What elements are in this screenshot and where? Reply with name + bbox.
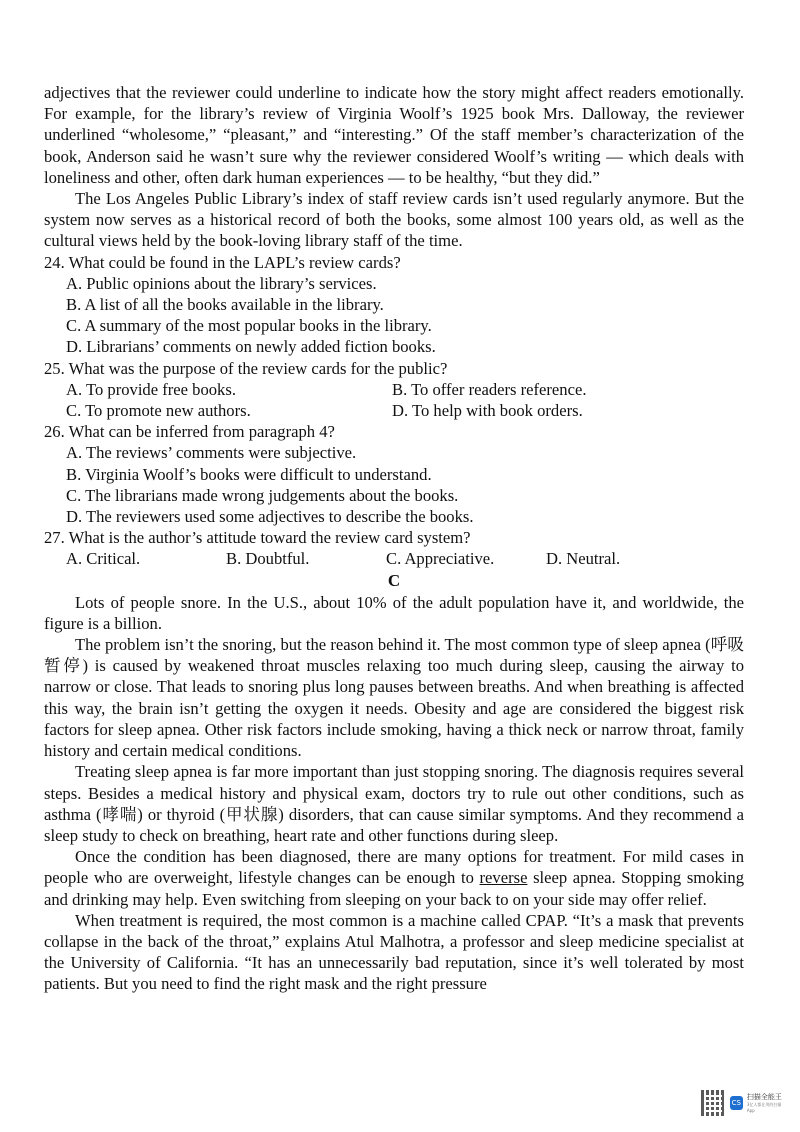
- question-24-option-b: B. A list of all the books available in the library.: [66, 295, 384, 315]
- passage-b-paragraph: The Los Angeles Public Library’s index of staff review cards isn’t used regularly anymore. But the system now serves as a historical record of both the books, some almost 100 years old, as well as the cultural views held by the book-loving library staff of the time.: [44, 189, 744, 251]
- question-25-stem: 25. What was the purpose of the review cards for the public?: [44, 358, 448, 378]
- question-24-stem: 24. What could be found in the LAPL’s review cards?: [44, 252, 401, 272]
- passage-c-paragraph: When treatment is required, the most common is a machine called CPAP. “It’s a mask that prevents collapse in the back of the throat,” explains Atul Malhotra, a professor and sleep medicine specialist at the University of California. “It has an unnecessarily bad reputation, since it’s well tolerated by most patients. But you need to find the right mask and the right pressure: [44, 910, 744, 994]
- question-27-option-b: B. Doubtful.: [226, 549, 310, 569]
- question-24-option-c: C. A summary of the most popular books in the library.: [66, 316, 432, 336]
- watermark-text: [747, 1093, 787, 1114]
- passage-c-paragraph: [44, 846, 744, 910]
- scanner-watermark: [701, 1086, 787, 1120]
- paragraph-text: sleep apnea. Stopping smoking and drinking may help. Even switching from sleeping on your back to on your side may offer relief.: [44, 868, 744, 909]
- question-27-option-d: D. Neutral.: [546, 549, 621, 569]
- question-26-option-b: B. Virginia Woolf’s books were difficult to understand.: [66, 464, 432, 484]
- passage-c-heading: C: [387, 570, 401, 590]
- question-25-options-row: [44, 400, 744, 421]
- watermark-subtitle: 3亿人都在用的扫描App: [746, 1101, 782, 1113]
- question-26-stem: 26. What can be inferred from paragraph 4?: [44, 422, 335, 442]
- underlined-word: reverse: [479, 868, 528, 888]
- question-26-option-c: C. The librarians made wrong judgements about the books.: [66, 485, 459, 505]
- question-25-option-a: A. To provide free books.: [66, 379, 236, 399]
- question-26-option-d: D. The reviewers used some adjectives to describe the books.: [66, 507, 474, 527]
- qr-code-icon: [701, 1090, 726, 1116]
- question-27-option-c: C. Appreciative.: [386, 549, 495, 569]
- exam-page: [44, 82, 744, 995]
- passage-c-paragraph: Lots of people snore. In the U.S., about 10% of the adult population have it, and worldwide, the figure is a billion.: [44, 592, 744, 633]
- question-26-option-a: A. The reviews’ comments were subjective.: [66, 443, 357, 463]
- question-24-option-d: D. Librarians’ comments on newly added fiction books.: [66, 337, 436, 357]
- question-25-options-row: [44, 379, 744, 400]
- question-25-option-d: D. To help with book orders.: [392, 401, 583, 421]
- question-25-option-c: C. To promote new authors.: [66, 401, 251, 421]
- question-24-option-a: A. Public opinions about the library’s services.: [66, 273, 377, 293]
- passage-b-paragraph: adjectives that the reviewer could underline to indicate how the story might affect readers emotionally. For example, for the library’s review of Virginia Woolf’s 1925 book Mrs. Dalloway, the reviewer underlined “wholesome,” “pleasant,” and “interesting.” Of the staff member’s characterization of the book, Anderson said he wasn’t sure why the reviewer considered Woolf’s writing — which deals with loneliness and other, often dark human experiences — to be healthy, “but they did.”: [44, 83, 744, 187]
- question-25-option-b: B. To offer readers reference.: [392, 379, 587, 399]
- passage-c-paragraph: Treating sleep apnea is far more important than just stopping snoring. The diagnosis requires several steps. Besides a medical history and physical exam, doctors try to rule out other conditions, such as asthma (哮喘) or thyroid (甲状腺) disorders, that can cause similar symptoms. And they recommend a sleep study to check on breathing, heart rate and other functions during sleep.: [44, 762, 744, 845]
- question-27-options-row: [44, 548, 744, 569]
- camscanner-logo-icon: CS: [730, 1096, 743, 1110]
- paragraph-text: Once the condition has been diagnosed, there are many options for treatment. For mild cases in people who are overweight, lifestyle changes can be enough to: [44, 847, 744, 888]
- passage-c-paragraph: The problem isn’t the snoring, but the reason behind it. The most common type of sleep apnea (呼吸暂停) is caused by weakened throat muscles relaxing too much during sleep, causing the airway to narrow or close. That leads to snoring plus long pauses between breaths. And when breathing is affected this way, the brain isn’t getting the oxygen it needs. Obesity and age are considered the biggest risk factors for sleep apnea. Other risk factors include smoking, having a thick neck or narrow throat, family history and certain medical conditions.: [44, 635, 744, 761]
- question-27-option-a: A. Critical.: [66, 549, 141, 569]
- question-27-stem: 27. What is the author’s attitude toward the review card system?: [44, 528, 471, 548]
- watermark-title: 扫描全能王: [746, 1092, 782, 1101]
